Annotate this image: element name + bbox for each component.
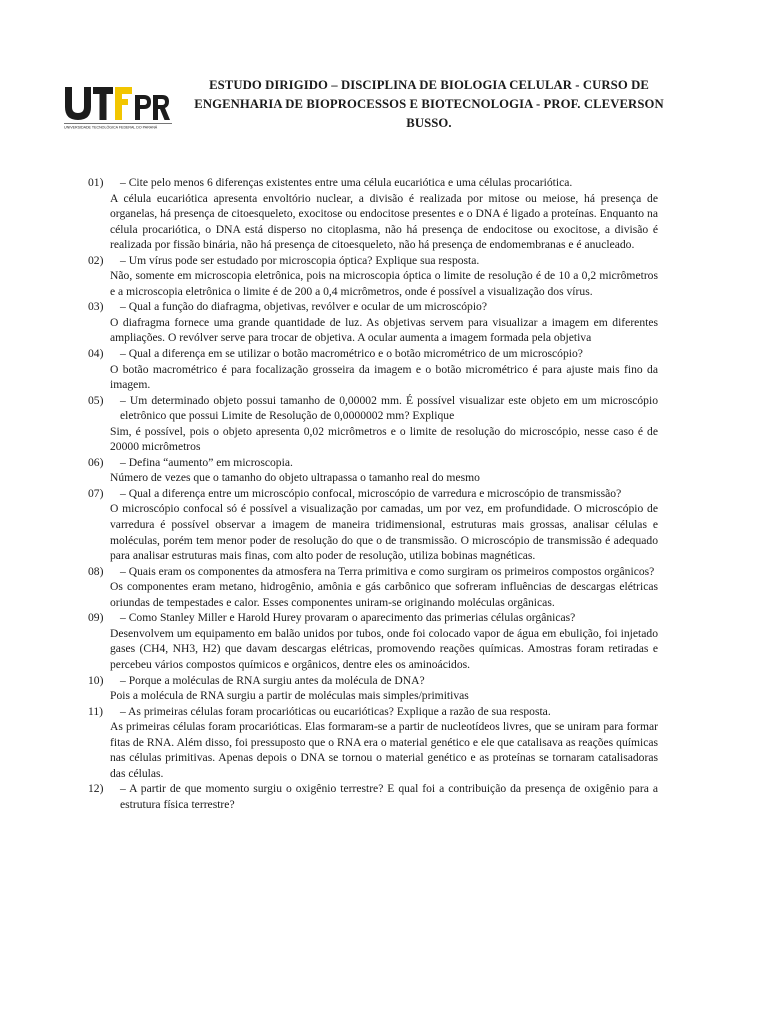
answer-text: Os componentes eram metano, hidrogênio, amônia e gás carbônico que sofreram influências de descargas elétricas oriundas de tempestades e calor. Esses componentes uniram-se originando moléculas orgânicas.	[110, 580, 658, 609]
svg-text:UNIVERSIDADE TECNOLÓGICA FEDER: UNIVERSIDADE TECNOLÓGICA FEDERAL DO PARANÁ	[64, 125, 158, 130]
question-item	[88, 346, 658, 393]
question-text: – Qual a função do diafragma, objetivas, revólver e ocular de um microscópio?	[120, 300, 487, 314]
question-number: 08)	[88, 564, 104, 578]
question-number: 05)	[88, 393, 104, 407]
question-text: – Quais eram os componentes da atmosfera na Terra primitiva e como surgiram os primeiros compostos orgânicos?	[120, 564, 655, 578]
answer-text: O microscópio confocal só é possível a visualização por camadas, um por vez, em profundidade. O microscópio de varredura é possível observar a imagem de maneira tridimensional, estruturas mais grossas, analisar células e moléculas, porém tem menor poder de resolução do que o de transmissão. O microscópio de transmissão é adequado para analisar estruturas mais finas, com alto poder de resolução, utiliza bobinas magnéticas.	[110, 502, 658, 563]
question-text: – A partir de que momento surgiu o oxigênio terrestre? E qual foi a contribuição da presença de oxigênio para a estrutura física terrestre?	[120, 782, 658, 811]
question-item	[88, 704, 658, 782]
question-text: – Qual a diferença em se utilizar o botão macrométrico e o botão micrométrico de um microscópio?	[120, 347, 583, 361]
document-title	[194, 76, 664, 133]
answer-text: O botão macrométrico é para focalização grosseira da imagem e o botão micrométrico é para ajuste mais fino da imagem.	[110, 362, 658, 392]
title-line: BUSSO.	[406, 116, 452, 130]
title-line: ESTUDO DIRIGIDO – DISCIPLINA DE BIOLOGIA CELULAR - CURSO DE	[209, 78, 649, 92]
question-item	[88, 253, 658, 300]
document-header	[64, 76, 692, 136]
question-number: 06)	[88, 455, 104, 469]
answer-text: As primeiras células foram procarióticas. Elas formaram-se a partir de nucleotídeos livres, que se uniram para formar fitas de RNA. Além disso, foi pressuposto que o RNA era o material genético e ele que catalisava as reações químicas nas células primitivas. Apenas depois o DNA se tornou o material genético e as proteínas se tornaram catalisadoras das células.	[110, 720, 658, 780]
question-item	[88, 299, 658, 346]
question-text: – Um vírus pode ser estudado por microscopia óptica? Explique sua resposta.	[120, 253, 480, 267]
question-number: 01)	[88, 176, 104, 189]
answer-text: Número de vezes que o tamanho do objeto ultrapassa o tamanho real do mesmo	[110, 471, 480, 485]
question-item	[88, 393, 658, 455]
question-list	[88, 175, 658, 812]
question-text: – Porque a moléculas de RNA surgiu antes da molécula de DNA?	[120, 673, 425, 687]
question-number: 10)	[88, 673, 104, 687]
question-text: – Como Stanley Miller e Harold Hurey provaram o aparecimento das primerias células orgânicas?	[120, 611, 576, 625]
question-number: 09)	[88, 611, 104, 625]
question-number: 03)	[88, 300, 104, 314]
question-text: – Um determinado objeto possui tamanho de 0,00002 mm. É possível visualizar este objeto em um microscópio eletrônico que possui Limite de Resolução de 0,0000002 mm? Explique	[120, 393, 658, 423]
answer-text: Desenvolvem um equipamento em balão unidos por tubos, onde foi colocado vapor de água em ebulição, foi injetado gases (CH4, NH3, H2) que davam descargas elétricas, promovendo reações químicas. Amostras foram retiradas e percebeu vários compostos químicos e orgânicos, dentre eles os aminoácidos.	[110, 626, 658, 671]
answer-text: Sim, é possível, pois o objeto apresenta 0,02 micrômetros e o limite de resolução do microscópio, nesse caso é de 20000 micrômetros	[110, 424, 658, 454]
question-text: – As primeiras células foram procarióticas ou eucarióticas? Explique a razão de sua resposta.	[120, 704, 551, 718]
title-line: ENGENHARIA DE BIOPROCESSOS E BIOTECNOLOGIA - PROF. CLEVERSON	[194, 97, 664, 111]
question-item	[88, 486, 658, 564]
question-item	[88, 175, 658, 253]
answer-text: Não, somente em microscopia eletrônica, pois na microscopia óptica o limite de resolução é de 10 a 0,2 micrômetros e a microscopia eletrônica o limite é de 200 a 0,4 micrômetros, onde é possível a visualização dos vírus.	[110, 269, 658, 298]
question-number: 04)	[88, 347, 104, 361]
question-item	[88, 610, 658, 672]
question-text: – Defina “aumento” em microscopia.	[120, 455, 293, 469]
question-number: 07)	[88, 486, 104, 500]
question-item	[88, 564, 658, 611]
answer-text: A célula eucariótica apresenta envoltório nuclear, a divisão é realizada por mitose ou meiose, há presença de organelas, há presença de citoesqueleto, exocitose ou endocitose presentes e o DNA é ligado a proteínas. Enquanto na célula procariótica, o DNA está disperso no citoplasma, não há presença de endocitose ou exocitose, a divisão é realizada por fissão binária, não há presença de citoesqueleto, não há presença de endomembranas e é anucleado.	[110, 191, 658, 252]
question-number: 11)	[88, 704, 104, 718]
answer-text: O diafragma fornece uma grande quantidade de luz. As objetivas servem para visualizar a imagem em diferentes ampliações. O revólver serve para trocar de objetiva. A ocular aumenta a imagem formada pela objetiva	[110, 315, 658, 345]
utfpr-logo	[64, 86, 174, 130]
answer-text: Pois a molécula de RNA surgiu a partir de moléculas mais simples/primitivas	[110, 689, 469, 703]
question-text: – Cite pelo menos 6 diferenças existentes entre uma célula eucariótica e uma células procariótica.	[120, 176, 573, 189]
question-text: – Qual a diferença entre um microscópio confocal, microscópio de varredura e microscópio de transmissão?	[120, 486, 622, 500]
question-number: 12)	[88, 782, 104, 796]
question-item	[88, 781, 658, 812]
question-item	[88, 673, 658, 704]
question-item	[88, 455, 658, 486]
question-number: 02)	[88, 253, 104, 267]
